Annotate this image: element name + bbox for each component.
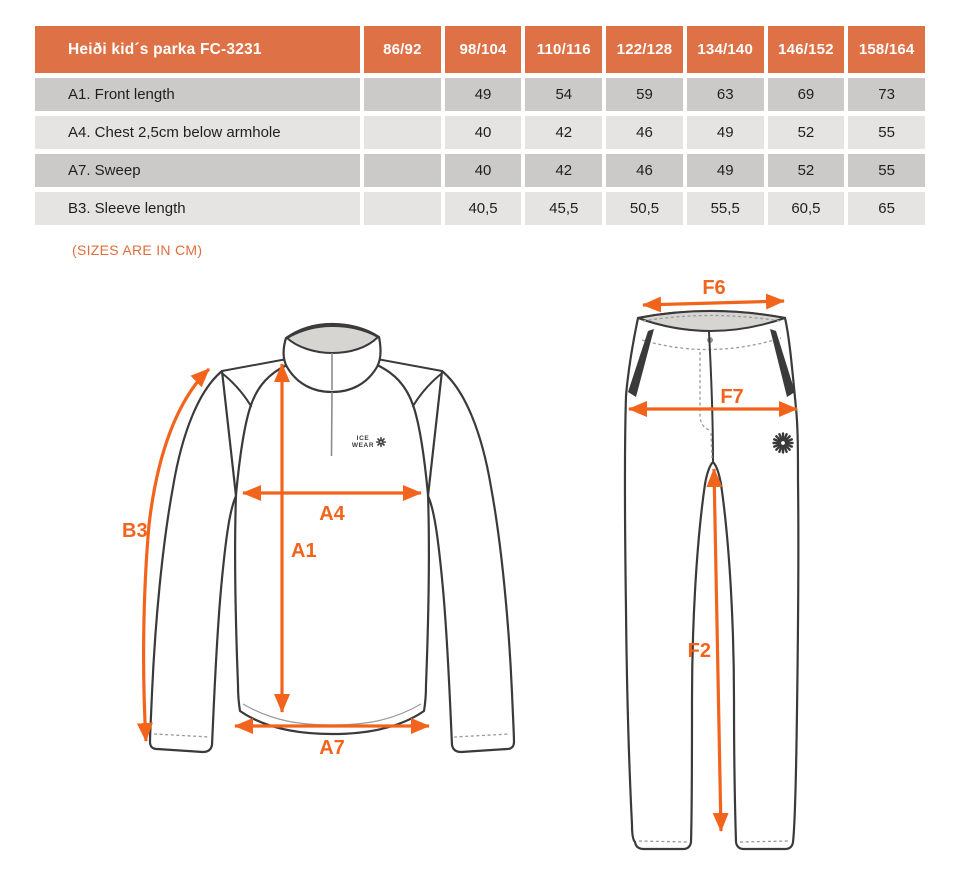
jacket-diagram — [100, 293, 545, 793]
table-header-row — [35, 26, 925, 73]
a7-label: A7 — [319, 737, 345, 759]
f6-waist-arrow — [643, 301, 784, 305]
table-row — [35, 116, 925, 149]
table-row — [35, 78, 925, 111]
value-cell — [364, 154, 441, 187]
value-cell: 52 — [768, 154, 845, 187]
right-raglan-seam — [413, 374, 441, 406]
value-cell: 69 — [768, 78, 845, 111]
size-column-header: 146/152 — [768, 26, 845, 73]
row-label: A4. Chest 2,5cm below armhole — [35, 116, 360, 149]
size-column-header: 98/104 — [445, 26, 522, 73]
value-cell: 40 — [445, 154, 522, 187]
value-cell: 49 — [687, 154, 764, 187]
snowflake-icon — [774, 434, 793, 453]
value-cell: 42 — [525, 154, 602, 187]
f2-label: F2 — [687, 640, 711, 662]
value-cell: 46 — [606, 116, 683, 149]
value-cell: 65 — [848, 192, 925, 225]
value-cell: 73 — [848, 78, 925, 111]
size-column-header: 86/92 — [364, 26, 441, 73]
value-cell: 55 — [848, 154, 925, 187]
jacket-right-sleeve — [428, 371, 514, 752]
value-cell — [364, 192, 441, 225]
value-cell: 60,5 — [768, 192, 845, 225]
value-cell: 46 — [606, 154, 683, 187]
value-cell: 49 — [445, 78, 522, 111]
brand-logo-text-line2: WEAR — [351, 442, 375, 449]
table-title: Heiði kid´s parka FC-3231 — [35, 26, 360, 73]
value-cell: 45,5 — [525, 192, 602, 225]
value-cell: 63 — [687, 78, 764, 111]
zipper-line — [332, 353, 333, 456]
value-cell: 55 — [848, 116, 925, 149]
size-column-header: 110/116 — [525, 26, 602, 73]
row-label: A7. Sweep — [35, 154, 360, 187]
jacket-left-sleeve — [150, 371, 236, 752]
value-cell: 55,5 — [687, 192, 764, 225]
size-column-header: 134/140 — [687, 26, 764, 73]
table-row — [35, 154, 925, 187]
value-cell: 52 — [768, 116, 845, 149]
table-row — [35, 192, 925, 225]
brand-logo-text-line1: ICE — [356, 435, 370, 442]
row-label: A1. Front length — [35, 78, 360, 111]
row-label: B3. Sleeve length — [35, 192, 360, 225]
size-column-header: 122/128 — [606, 26, 683, 73]
size-table — [35, 26, 925, 230]
sizes-in-cm-note: (SIZES ARE IN CM) — [72, 242, 203, 258]
f6-label: F6 — [702, 277, 726, 299]
f7-label: F7 — [720, 386, 744, 408]
size-column-header: 158/164 — [848, 26, 925, 73]
a1-label: A1 — [291, 540, 317, 562]
b3-label: B3 — [122, 520, 148, 542]
left-raglan-seam — [223, 374, 251, 406]
value-cell: 42 — [525, 116, 602, 149]
value-cell: 40 — [445, 116, 522, 149]
pants-diagram — [590, 277, 940, 870]
value-cell: 59 — [606, 78, 683, 111]
value-cell — [364, 116, 441, 149]
value-cell: 50,5 — [606, 192, 683, 225]
f2-inseam-arrow — [714, 469, 721, 831]
value-cell: 54 — [525, 78, 602, 111]
a4-label: A4 — [319, 503, 345, 525]
value-cell — [364, 78, 441, 111]
value-cell: 49 — [687, 116, 764, 149]
value-cell: 40,5 — [445, 192, 522, 225]
